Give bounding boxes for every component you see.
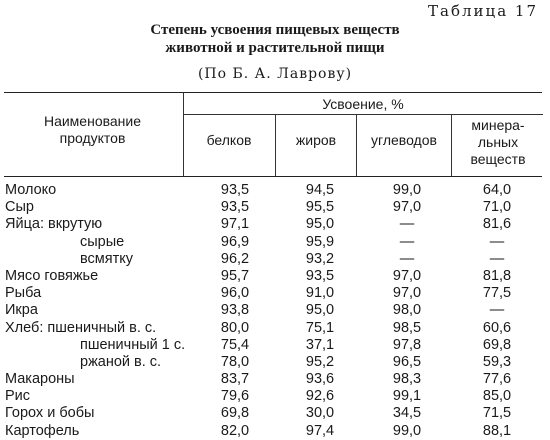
value-fats: 92,6 [305, 388, 335, 405]
product-name: Хлеб: пшеничный в. с. [5, 319, 157, 336]
table-row [0, 388, 550, 405]
product-name: пшеничный 1 с. [80, 336, 186, 353]
table-row [0, 337, 550, 354]
header-col-carbs: углеводов [371, 132, 437, 148]
product-name: Яйца: вкрутую [5, 216, 103, 233]
table-row [0, 423, 550, 440]
value-proteins: 83,7 [220, 371, 250, 388]
header-col-minerals-line-3: веществ [470, 151, 526, 167]
value-fats: 95,2 [305, 353, 335, 370]
header-group-rule [183, 114, 543, 115]
value-carbs: — [399, 216, 415, 233]
value-minerals: 81,6 [482, 216, 512, 233]
table-number: Таблица 17 [428, 2, 538, 20]
table-row [0, 354, 550, 371]
value-proteins: 96,9 [220, 233, 250, 250]
table-title-line-2: животной и растительной пищи [165, 40, 385, 56]
table-row [0, 234, 550, 251]
header-col-minerals [452, 117, 544, 168]
product-name: Рыба [5, 285, 42, 302]
table-row [0, 199, 550, 216]
value-carbs: 34,5 [392, 405, 422, 422]
table-title-line-1: Степень усвоения пищевых веществ [150, 22, 400, 38]
value-fats: 95,5 [305, 199, 335, 216]
value-proteins: 82,0 [220, 422, 250, 439]
value-minerals: — [489, 233, 505, 250]
value-fats: 93,5 [305, 267, 335, 284]
header-col-minerals-line-1: минера- [471, 117, 525, 133]
value-minerals: 88,1 [482, 422, 512, 439]
header-col-minerals-line-2: льных [477, 134, 519, 150]
value-carbs: 98,5 [392, 319, 422, 336]
product-name: ржаной в. с. [80, 353, 162, 370]
value-carbs: 99,0 [392, 422, 422, 439]
value-fats: 75,1 [305, 319, 335, 336]
value-fats: 93,2 [305, 250, 335, 267]
table-row [0, 182, 550, 199]
value-carbs: 99,0 [392, 182, 422, 198]
value-proteins: 95,7 [220, 267, 250, 284]
value-proteins: 97,1 [220, 216, 250, 233]
value-fats: 91,0 [305, 285, 335, 302]
product-name: Горох и бобы [5, 405, 95, 422]
value-minerals: — [489, 250, 505, 267]
value-carbs: — [399, 233, 415, 250]
value-carbs: 99,1 [392, 388, 422, 405]
table-row [0, 371, 550, 388]
table-row [0, 285, 550, 302]
value-fats: 94,5 [305, 182, 335, 198]
value-minerals: 77,6 [482, 371, 512, 388]
value-proteins: 75,4 [220, 336, 250, 353]
product-name: Сыр [5, 199, 34, 216]
table-row [0, 302, 550, 319]
table-subtitle: (По Б. А. Лаврову) [197, 66, 353, 82]
value-carbs: 97,8 [392, 336, 422, 353]
product-name: Картофель [5, 422, 80, 439]
header-col-proteins: белков [206, 132, 252, 148]
value-fats: 93,6 [305, 371, 335, 388]
value-carbs: — [399, 250, 415, 267]
product-name: Рис [5, 388, 31, 405]
table-top-rule [4, 92, 542, 93]
value-proteins: 93,5 [220, 182, 250, 198]
value-carbs: 98,0 [392, 302, 422, 319]
table-row [0, 216, 550, 233]
product-name: Мясо говяжье [5, 267, 99, 284]
value-minerals: 85,0 [482, 388, 512, 405]
value-minerals: 77,5 [482, 285, 512, 302]
product-name: Молоко [5, 182, 57, 198]
value-proteins: 93,5 [220, 199, 250, 216]
value-minerals: 71,0 [482, 199, 512, 216]
value-fats: 95,9 [305, 233, 335, 250]
value-carbs: 97,0 [392, 199, 422, 216]
table-row [0, 405, 550, 422]
value-minerals: 60,6 [482, 319, 512, 336]
header-col-fats: жиров [295, 132, 337, 148]
product-name: всмятку [80, 250, 134, 267]
product-name: Икра [5, 302, 38, 319]
table-row [0, 268, 550, 285]
value-proteins: 69,8 [220, 405, 250, 422]
header-bottom-rule [4, 176, 542, 177]
value-minerals: 64,0 [482, 182, 512, 198]
value-minerals: 81,8 [482, 267, 512, 284]
value-carbs: 98,3 [392, 371, 422, 388]
value-fats: 97,4 [305, 422, 335, 439]
value-fats: 95,0 [305, 302, 335, 319]
value-proteins: 93,8 [220, 302, 250, 319]
value-minerals: 69,8 [482, 336, 512, 353]
product-name: сырые [80, 233, 125, 250]
value-proteins: 96,0 [220, 285, 250, 302]
table-row [0, 251, 550, 268]
value-minerals: — [489, 302, 505, 319]
value-carbs: 97,0 [392, 285, 422, 302]
header-group: Усвоение, % [322, 96, 404, 112]
value-fats: 30,0 [305, 405, 335, 422]
table-row [0, 320, 550, 337]
table-body [0, 182, 550, 440]
value-minerals: 71,5 [482, 405, 512, 422]
value-proteins: 78,0 [220, 353, 250, 370]
value-fats: 37,1 [305, 336, 335, 353]
product-name: Макароны [5, 371, 75, 388]
header-name-col: Наименование продуктов [43, 113, 142, 146]
value-carbs: 97,0 [392, 267, 422, 284]
value-proteins: 96,2 [220, 250, 250, 267]
value-proteins: 79,6 [220, 388, 250, 405]
value-minerals: 59,3 [482, 353, 512, 370]
value-fats: 95,0 [305, 216, 335, 233]
value-proteins: 80,0 [220, 319, 250, 336]
value-carbs: 96,5 [392, 353, 422, 370]
